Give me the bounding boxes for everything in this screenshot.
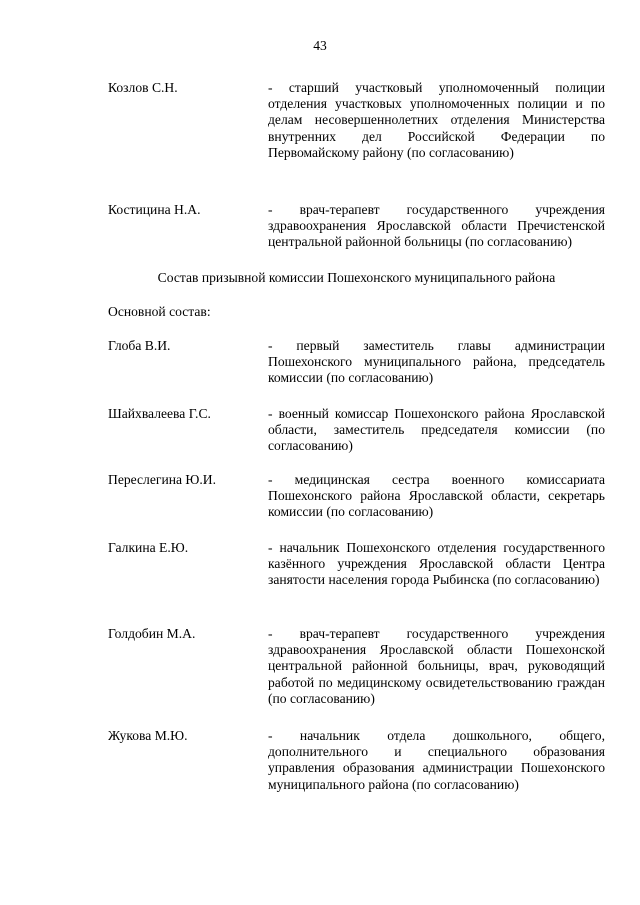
member-description: - первый заместитель главы администрации Пошехонского муниципального района, председатель комиссии (по согласованию) [268,338,605,386]
member-description: - старший участковый уполномоченный полиции отделения участковых уполномоченных полиции и по делам несовершеннолетних отделения Министерства внутренних дел Российской Федерации по Первомайскому району (по согласованию) [268,80,605,160]
member-description: - врач-терапевт государственного учреждения здравоохранения Ярославской области Пошехонской центральной районной больницы, врач, руководящий работой по медицинскому освидетельствованию граждан (по согласованию) [268,626,605,706]
page-number: 43 [313,38,327,53]
member-name: Переслегина Ю.И. [108,472,217,487]
main-composition-label: Основной состав: [108,304,211,319]
member-name: Шайхвалеева Г.С. [108,406,211,421]
member-name: Галкина Е.Ю. [108,540,189,555]
member-description: - начальник отдела дошкольного, общего, дополнительного и специального образования управления образования администрации Пошехонского муниципального района (по согласованию) [268,728,605,792]
member-name: Козлов С.Н. [108,80,178,95]
member-description: - медицинская сестра военного комиссариата Пошехонского района Ярославской области, секретарь комиссии (по согласованию) [268,472,605,520]
member-name: Костицина Н.А. [108,202,201,217]
member-description: - врач-терапевт государственного учреждения здравоохранения Ярославской области Пречистенской центральной районной больницы (по согласованию) [268,202,605,250]
member-description: - военный комиссар Пошехонского района Ярославской области, заместитель председателя комиссии (по согласованию) [268,406,605,454]
member-name: Голдобин М.А. [108,626,196,641]
member-name: Глоба В.И. [108,338,171,353]
member-name: Жукова М.Ю. [108,728,188,743]
commission-title: Состав призывной комиссии Пошехонского муниципального района [157,270,556,285]
member-description: - начальник Пошехонского отделения государственного казённого учреждения Ярославской области Центра занятости населения города Рыбинска (по согласованию) [268,540,605,588]
